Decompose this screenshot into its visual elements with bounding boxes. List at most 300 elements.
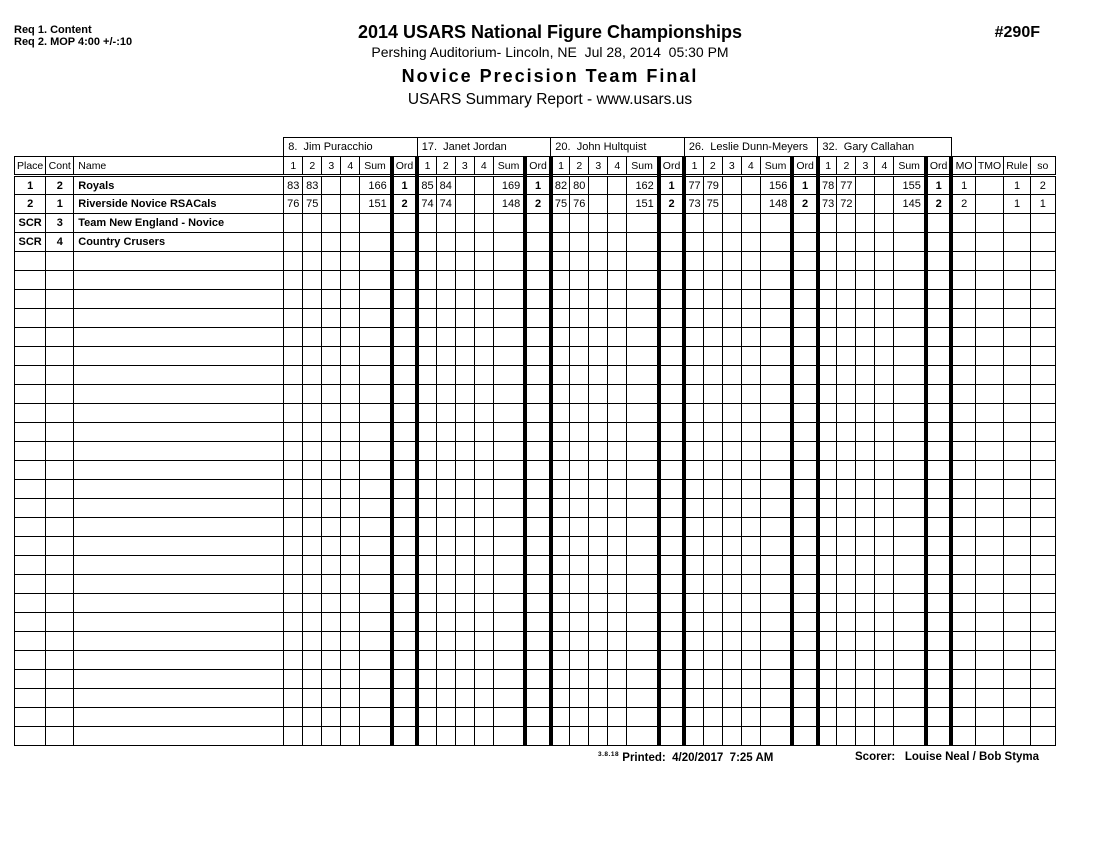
sum-cell: [360, 309, 392, 328]
score-cell: [303, 252, 322, 271]
score-cell: [818, 347, 837, 366]
header-judge4-4: 4: [741, 157, 760, 176]
mo-cell: [951, 499, 975, 518]
score-cell: [436, 632, 455, 651]
sum-cell: [760, 328, 792, 347]
score-cell: [303, 385, 322, 404]
score-cell: [341, 271, 360, 290]
ord-cell: [525, 518, 551, 537]
mo-cell: [951, 651, 975, 670]
score-cell: [436, 480, 455, 499]
ord-cell: [659, 537, 685, 556]
ord-cell: [525, 537, 551, 556]
sum-cell: [360, 651, 392, 670]
score-cell: [856, 556, 875, 575]
score-cell: [703, 347, 722, 366]
score-cell: [741, 271, 760, 290]
ord-cell: [926, 252, 952, 271]
ord-cell: [659, 404, 685, 423]
score-cell: [741, 613, 760, 632]
sum-cell: [894, 708, 926, 727]
sum-cell: [894, 480, 926, 499]
score-cell: [417, 214, 436, 233]
sum-cell: [760, 290, 792, 309]
score-cell: [856, 708, 875, 727]
name-cell: [74, 328, 284, 347]
ord-cell: [792, 556, 818, 575]
score-cell: [455, 651, 474, 670]
score-cell: [684, 708, 703, 727]
ord-cell: [659, 518, 685, 537]
ord-cell: [525, 423, 551, 442]
tmo-cell: [975, 176, 1003, 195]
score-cell: [474, 499, 493, 518]
score-cell: [455, 328, 474, 347]
cont-cell: [46, 594, 74, 613]
score-cell: [722, 651, 741, 670]
score-cell: [303, 347, 322, 366]
score-cell: [474, 632, 493, 651]
score-cell: 74: [417, 195, 436, 214]
score-cell: [722, 233, 741, 252]
score-cell: [474, 613, 493, 632]
header-tmo: TMO: [975, 157, 1003, 176]
score-cell: [341, 214, 360, 233]
mo-cell: [951, 252, 975, 271]
mo-cell: [951, 461, 975, 480]
score-cell: [703, 442, 722, 461]
score-cell: [856, 670, 875, 689]
score-cell: [474, 461, 493, 480]
score-cell: 79: [703, 176, 722, 195]
score-cell: [703, 518, 722, 537]
score-cell: [741, 632, 760, 651]
score-cell: [341, 233, 360, 252]
mo-cell: [951, 480, 975, 499]
name-cell: [74, 480, 284, 499]
sum-cell: [360, 518, 392, 537]
score-cell: [341, 651, 360, 670]
ord-cell: 2: [659, 195, 685, 214]
score-cell: [436, 537, 455, 556]
score-cell: [417, 385, 436, 404]
header-judge1-3: 3: [322, 157, 341, 176]
score-cell: [570, 442, 589, 461]
so-cell: [1030, 328, 1055, 347]
score-cell: [551, 347, 570, 366]
results-table-container: [14, 137, 1056, 746]
score-cell: [474, 176, 493, 195]
cont-cell: [46, 442, 74, 461]
score-cell: [703, 613, 722, 632]
mo-cell: [951, 328, 975, 347]
score-cell: [818, 556, 837, 575]
score-cell: [722, 575, 741, 594]
score-cell: [818, 328, 837, 347]
cont-cell: 1: [46, 195, 74, 214]
sum-cell: [493, 613, 525, 632]
score-cell: [341, 195, 360, 214]
score-cell: [837, 670, 856, 689]
score-cell: [455, 499, 474, 518]
ord-cell: [525, 366, 551, 385]
score-cell: [303, 670, 322, 689]
score-cell: [303, 727, 322, 746]
score-cell: [455, 309, 474, 328]
ord-cell: [659, 594, 685, 613]
score-cell: [608, 176, 627, 195]
cont-cell: [46, 461, 74, 480]
score-cell: [856, 271, 875, 290]
tmo-cell: [975, 689, 1003, 708]
ord-cell: [926, 499, 952, 518]
ord-cell: [392, 252, 418, 271]
score-cell: [341, 499, 360, 518]
score-cell: [303, 442, 322, 461]
score-cell: [417, 575, 436, 594]
score-cell: [322, 271, 341, 290]
sum-cell: [894, 537, 926, 556]
score-cell: [570, 309, 589, 328]
sum-cell: [894, 727, 926, 746]
score-cell: [684, 328, 703, 347]
tmo-cell: [975, 328, 1003, 347]
score-cell: [722, 708, 741, 727]
score-cell: [303, 290, 322, 309]
score-cell: 77: [837, 176, 856, 195]
header-judge3-ord: Ord: [659, 157, 685, 176]
score-cell: [474, 480, 493, 499]
header-judge5-3: 3: [856, 157, 875, 176]
mo-cell: [951, 366, 975, 385]
score-cell: [818, 594, 837, 613]
score-cell: [608, 594, 627, 613]
score-cell: [589, 708, 608, 727]
score-cell: [608, 442, 627, 461]
score-cell: [589, 423, 608, 442]
score-cell: [856, 423, 875, 442]
score-cell: [417, 613, 436, 632]
report-header: [0, 22, 1100, 111]
tmo-cell: [975, 385, 1003, 404]
score-cell: [684, 651, 703, 670]
sum-cell: [894, 651, 926, 670]
score-cell: [303, 461, 322, 480]
score-cell: [589, 195, 608, 214]
empty-table-row: [15, 480, 1056, 499]
cont-cell: [46, 328, 74, 347]
score-cell: [284, 499, 303, 518]
name-cell: [74, 404, 284, 423]
ord-cell: [926, 442, 952, 461]
score-cell: [722, 252, 741, 271]
header-judge2-2: 2: [436, 157, 455, 176]
score-cell: [436, 518, 455, 537]
sum-cell: [360, 670, 392, 689]
empty-table-row: [15, 727, 1056, 746]
sum-cell: [360, 328, 392, 347]
score-cell: [589, 499, 608, 518]
header-judge2-ord: Ord: [525, 157, 551, 176]
sum-cell: [360, 461, 392, 480]
score-cell: [722, 670, 741, 689]
sum-cell: [493, 309, 525, 328]
score-cell: [436, 404, 455, 423]
sum-cell: [760, 309, 792, 328]
score-cell: [570, 689, 589, 708]
score-cell: [417, 404, 436, 423]
score-cell: [608, 423, 627, 442]
name-cell: [74, 727, 284, 746]
score-cell: [303, 613, 322, 632]
sum-cell: [627, 689, 659, 708]
score-cell: [608, 727, 627, 746]
sum-cell: [627, 613, 659, 632]
score-cell: [551, 214, 570, 233]
score-cell: [684, 214, 703, 233]
score-cell: [875, 689, 894, 708]
mo-cell: [951, 670, 975, 689]
score-cell: [818, 518, 837, 537]
sum-cell: [360, 385, 392, 404]
score-cell: [474, 689, 493, 708]
ord-cell: [525, 271, 551, 290]
score-cell: [341, 613, 360, 632]
score-cell: [341, 632, 360, 651]
ord-cell: [926, 727, 952, 746]
ord-cell: [392, 366, 418, 385]
header-judge5-ord: Ord: [926, 157, 952, 176]
place-cell: [15, 328, 46, 347]
score-cell: [818, 537, 837, 556]
cont-cell: 4: [46, 233, 74, 252]
mo-cell: [951, 233, 975, 252]
score-cell: [417, 556, 436, 575]
score-cell: 78: [818, 176, 837, 195]
score-cell: [703, 499, 722, 518]
score-cell: [474, 214, 493, 233]
score-cell: [417, 271, 436, 290]
score-cell: [474, 670, 493, 689]
ord-cell: [392, 670, 418, 689]
score-cell: [741, 385, 760, 404]
sum-cell: [493, 366, 525, 385]
score-cell: [875, 385, 894, 404]
rule-cell: [1004, 575, 1031, 594]
so-cell: [1030, 556, 1055, 575]
score-cell: [303, 499, 322, 518]
ord-cell: [926, 385, 952, 404]
ord-cell: [525, 461, 551, 480]
header-judge3-2: 2: [570, 157, 589, 176]
score-cell: [474, 727, 493, 746]
score-cell: [684, 290, 703, 309]
score-cell: [837, 214, 856, 233]
score-cell: [856, 480, 875, 499]
score-cell: [436, 442, 455, 461]
score-cell: [303, 556, 322, 575]
score-cell: [741, 442, 760, 461]
score-cell: [608, 271, 627, 290]
score-cell: [570, 670, 589, 689]
score-cell: [818, 708, 837, 727]
header-name: Name: [74, 157, 284, 176]
place-cell: SCR: [15, 214, 46, 233]
score-cell: [570, 537, 589, 556]
score-cell: [837, 404, 856, 423]
header-judge1-4: 4: [341, 157, 360, 176]
sum-cell: [760, 366, 792, 385]
name-cell: Team New England - Novice: [74, 214, 284, 233]
score-cell: [417, 537, 436, 556]
sum-cell: [360, 594, 392, 613]
sum-cell: [760, 670, 792, 689]
ord-cell: [659, 233, 685, 252]
ord-cell: [792, 651, 818, 670]
sum-cell: [493, 233, 525, 252]
mo-cell: [951, 347, 975, 366]
score-cell: [589, 727, 608, 746]
rule-cell: [1004, 290, 1031, 309]
score-cell: [551, 271, 570, 290]
name-cell: Riverside Novice RSACals: [74, 195, 284, 214]
sum-cell: [493, 651, 525, 670]
score-cell: [837, 518, 856, 537]
ord-cell: [792, 670, 818, 689]
score-cell: [589, 366, 608, 385]
sum-cell: [493, 385, 525, 404]
empty-table-row: [15, 309, 1056, 328]
score-cell: [322, 594, 341, 613]
rule-cell: [1004, 727, 1031, 746]
score-cell: [570, 252, 589, 271]
sum-cell: [360, 556, 392, 575]
ord-cell: 1: [659, 176, 685, 195]
tmo-cell: [975, 727, 1003, 746]
score-cell: [818, 651, 837, 670]
score-cell: [551, 537, 570, 556]
score-cell: [875, 328, 894, 347]
score-cell: [818, 309, 837, 328]
score-cell: [589, 176, 608, 195]
requirement-line-1: Req 1. Content: [14, 24, 92, 36]
score-cell: [608, 613, 627, 632]
score-cell: [436, 689, 455, 708]
sum-cell: [360, 214, 392, 233]
score-cell: [608, 632, 627, 651]
score-cell: [818, 442, 837, 461]
score-cell: [703, 480, 722, 499]
ord-cell: [926, 423, 952, 442]
printed-timestamp: Printed: 4/20/2017 7:25 AM: [622, 751, 774, 764]
ord-cell: [525, 385, 551, 404]
score-cell: [741, 347, 760, 366]
score-cell: [856, 727, 875, 746]
score-cell: [474, 233, 493, 252]
score-cell: [722, 195, 741, 214]
score-cell: [322, 499, 341, 518]
table-row: [15, 233, 1056, 252]
score-cell: [703, 575, 722, 594]
ord-cell: [792, 328, 818, 347]
score-cell: [856, 613, 875, 632]
ord-cell: [525, 556, 551, 575]
ord-cell: [926, 480, 952, 499]
ord-cell: [392, 214, 418, 233]
so-cell: [1030, 632, 1055, 651]
score-cell: [284, 328, 303, 347]
sum-cell: [627, 309, 659, 328]
score-cell: [608, 651, 627, 670]
score-cell: [284, 575, 303, 594]
sum-cell: [493, 727, 525, 746]
score-cell: [455, 404, 474, 423]
ord-cell: [926, 347, 952, 366]
ord-cell: [392, 594, 418, 613]
score-cell: [722, 480, 741, 499]
ord-cell: 2: [525, 195, 551, 214]
score-cell: [570, 290, 589, 309]
sum-cell: [627, 290, 659, 309]
ord-cell: [525, 670, 551, 689]
score-cell: [589, 214, 608, 233]
cont-cell: [46, 670, 74, 689]
score-cell: [570, 632, 589, 651]
empty-table-row: [15, 347, 1056, 366]
so-cell: [1030, 575, 1055, 594]
sum-cell: [360, 613, 392, 632]
ord-cell: [792, 613, 818, 632]
score-cell: 72: [837, 195, 856, 214]
score-cell: [875, 442, 894, 461]
score-cell: [837, 423, 856, 442]
score-cell: [818, 613, 837, 632]
tmo-cell: [975, 233, 1003, 252]
sum-cell: [627, 328, 659, 347]
rule-cell: [1004, 442, 1031, 461]
judge-row-right-spacer: [951, 138, 1055, 157]
mo-cell: [951, 594, 975, 613]
score-cell: [341, 385, 360, 404]
ord-cell: [525, 328, 551, 347]
score-cell: [837, 594, 856, 613]
so-cell: [1030, 670, 1055, 689]
score-cell: [551, 689, 570, 708]
sum-cell: [760, 689, 792, 708]
score-cell: [322, 347, 341, 366]
score-cell: [875, 290, 894, 309]
score-cell: [722, 689, 741, 708]
score-cell: [322, 689, 341, 708]
score-cell: [474, 195, 493, 214]
score-cell: [341, 518, 360, 537]
place-cell: [15, 385, 46, 404]
score-cell: [608, 575, 627, 594]
score-cell: [551, 404, 570, 423]
sum-cell: [627, 727, 659, 746]
tmo-cell: [975, 537, 1003, 556]
score-cell: [341, 176, 360, 195]
so-cell: [1030, 537, 1055, 556]
sum-cell: [760, 271, 792, 290]
score-cell: [856, 442, 875, 461]
competition-title: 2014 USARS National Figure Championships: [357, 22, 743, 42]
so-cell: [1030, 708, 1055, 727]
place-cell: [15, 708, 46, 727]
score-cell: [608, 461, 627, 480]
score-cell: [436, 556, 455, 575]
header-place: Place: [15, 157, 46, 176]
